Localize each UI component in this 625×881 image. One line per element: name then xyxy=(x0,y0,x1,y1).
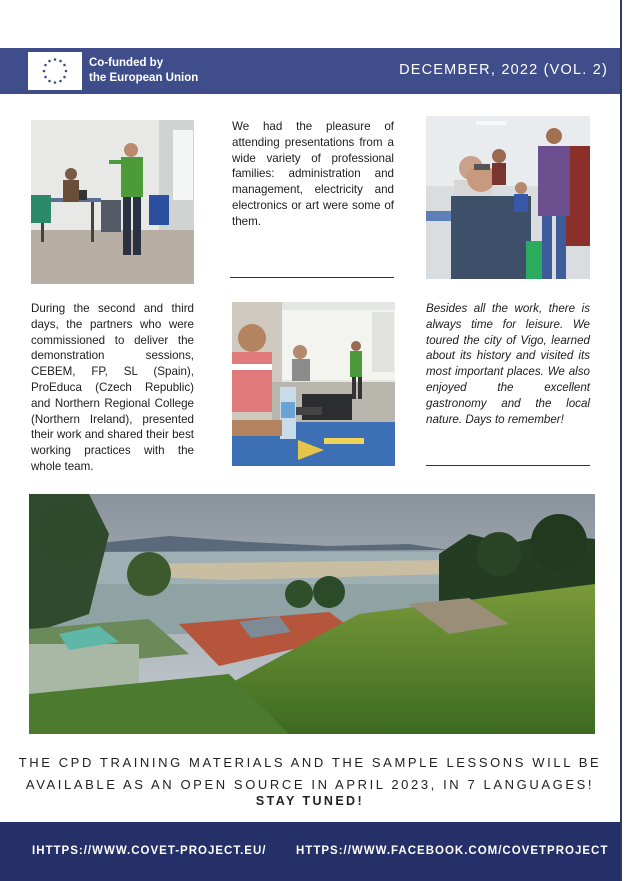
page-edge-line xyxy=(620,0,622,881)
newsletter-header xyxy=(0,48,620,94)
website-link[interactable]: IHTTPS://WWW.COVET-PROJECT.EU/ xyxy=(32,845,267,857)
photo-attendees xyxy=(426,116,590,279)
stay-tuned-label: STAY TUNED! xyxy=(255,794,365,808)
announcement-line-2: AVAILABLE AS AN OPEN SOURCE IN APRIL 2023, IN 7 LANGUAGES! xyxy=(25,777,595,792)
paragraph-presentations: We had the pleasure of attending presentations from a wide variety of professional families: administration and management, electricity and electronics or art were some of them. xyxy=(232,120,394,228)
cofunded-label xyxy=(89,56,198,86)
divider-rule xyxy=(426,465,590,466)
photo-landscape-vigo xyxy=(29,494,595,734)
divider-rule xyxy=(230,277,394,278)
paragraph-leisure: Besides all the work, there is always time for leisure. We toured the city of Vigo, learned about its history and visited its most important places. We also enjoyed the excellent gastronomy and the local nature. Days to remember! xyxy=(426,302,590,426)
issue-date: DECEMBER, 2022 (VOL. 2) xyxy=(399,62,608,78)
cofunded-line-1: Co-funded by xyxy=(89,57,164,69)
cofunded-line-2: the European Union xyxy=(89,72,199,84)
announcement xyxy=(0,752,620,796)
eu-flag-logo xyxy=(28,52,82,90)
photo-working-session xyxy=(232,302,395,466)
announcement-line-1: THE CPD TRAINING MATERIALS AND THE SAMPLE LESSONS WILL BE xyxy=(18,755,602,770)
paragraph-demonstrations: During the second and third days, the partners who were commissioned to deliver the demonstration sessions, CEBEM, FP, SL (Spain), ProEduca (Czech Republic) and Northern Regional College (Northern Ireland), presented their work and shared their best working practices with the whole team. xyxy=(31,302,194,473)
photo-presentation xyxy=(31,120,194,284)
facebook-link[interactable]: HTTPS://WWW.FACEBOOK.COM/COVETPROJECT xyxy=(296,845,609,857)
newsletter-footer xyxy=(0,822,620,881)
